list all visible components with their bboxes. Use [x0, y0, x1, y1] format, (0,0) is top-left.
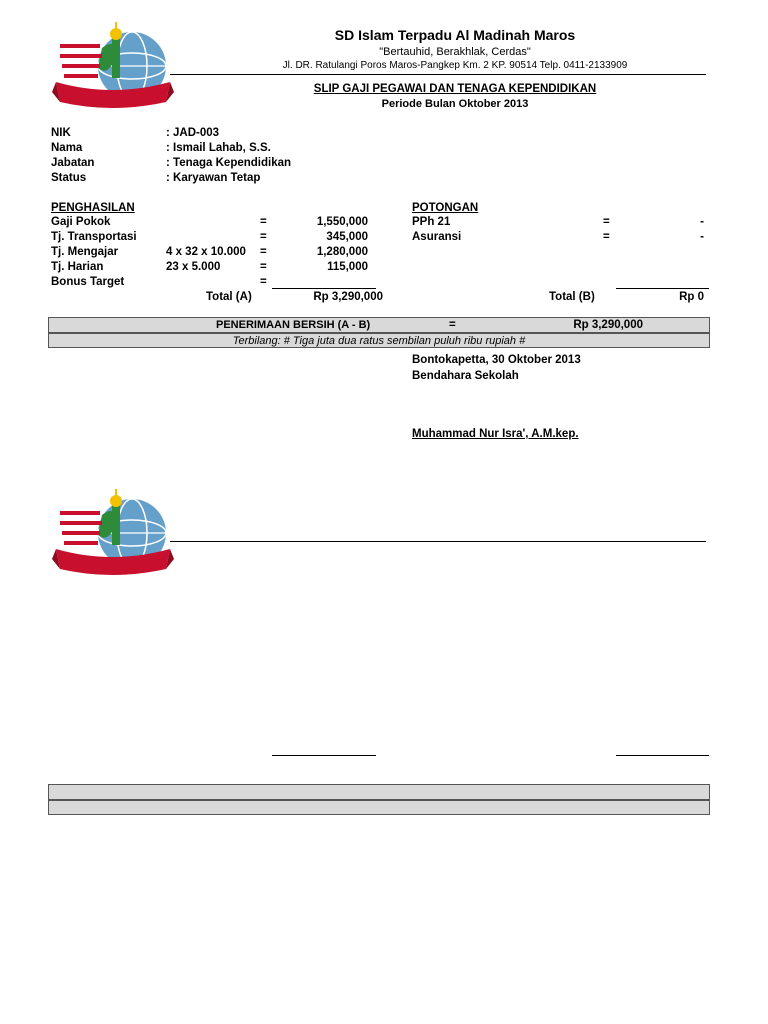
earning-label: Tj. Transportasi — [51, 231, 137, 243]
slip-title: SLIP GAJI PEGAWAI DAN TENAGA KEPENDIDIKAN — [313, 83, 597, 95]
employee-value: : Karyawan Tetap — [166, 172, 261, 184]
amount-in-words: Terbilang: # Tiga juta dua ratus sembilan puluh ribu rupiah # — [232, 335, 526, 347]
header-divider — [170, 541, 706, 542]
school-crest-logo — [52, 16, 174, 110]
signature-place-date: Bontokapetta, 30 Oktober 2013 — [412, 354, 581, 366]
net-pay-bar — [48, 317, 710, 333]
employee-value: : JAD-003 — [166, 127, 220, 139]
earnings-total-value: Rp 3,290,000 — [313, 291, 383, 303]
employee-label: Status — [51, 172, 87, 184]
earning-label: Tj. Mengajar — [51, 246, 119, 258]
earnings-heading: PENGHASILAN — [51, 202, 135, 214]
salary-slip-november — [0, 467, 768, 937]
deduction-equals: = — [603, 231, 610, 243]
deductions-total-value: Rp 0 — [679, 291, 704, 303]
earning-amount: 1,550,000 — [316, 216, 368, 228]
employee-label: Nama — [51, 142, 83, 154]
deduction-amount: - — [700, 231, 704, 243]
earnings-sum-rule — [272, 755, 376, 756]
earnings-sum-rule — [272, 288, 376, 289]
school-tagline: "Bertauhid, Berakhlak, Cerdas" — [379, 46, 531, 58]
earning-amount: 1,280,000 — [316, 246, 368, 258]
earning-label: Gaji Pokok — [51, 216, 111, 228]
school-name: SD Islam Terpadu Al Madinah Maros — [334, 27, 576, 43]
earning-amount: 115,000 — [327, 261, 368, 273]
school-crest-logo — [52, 483, 174, 577]
earning-label: Bonus Target — [51, 276, 125, 288]
signatory-name: Muhammad Nur Isra', A.M.kep. — [412, 428, 579, 440]
earning-equals: = — [260, 246, 267, 258]
earning-label: Tj. Harian — [51, 261, 104, 273]
deductions-sum-rule — [616, 288, 709, 289]
net-pay-equals: = — [449, 319, 456, 331]
deductions-total-label: Total (B) — [549, 291, 595, 303]
amount-in-words-bar — [48, 333, 710, 348]
earning-equals: = — [260, 216, 267, 228]
salary-slip-oktober — [0, 0, 768, 470]
employee-value: : Tenaga Kependidikan — [166, 157, 292, 169]
signature-role: Bendahara Sekolah — [412, 370, 519, 382]
deductions-sum-rule — [616, 755, 709, 756]
deduction-equals: = — [603, 216, 610, 228]
employee-value: : Ismail Lahab, S.S. — [166, 142, 271, 154]
school-address: Jl. DR. Ratulangi Poros Maros-Pangkep Km. 2 KP. 90514 Telp. 0411-2133909 — [282, 60, 628, 71]
earning-equals: = — [260, 276, 267, 288]
amount-in-words-bar — [48, 800, 710, 815]
deduction-label: Asuransi — [412, 231, 462, 243]
deduction-label: PPh 21 — [412, 216, 451, 228]
net-pay-bar — [48, 784, 710, 800]
earning-equals: = — [260, 231, 267, 243]
earning-calc: 23 x 5.000 — [166, 261, 221, 273]
earning-calc: 4 x 32 x 10.000 — [166, 246, 246, 258]
deduction-amount: - — [700, 216, 704, 228]
earnings-total-label: Total (A) — [206, 291, 252, 303]
net-pay-label: PENERIMAAN BERSIH (A - B) — [216, 319, 371, 331]
net-pay-amount: Rp 3,290,000 — [573, 319, 643, 331]
earning-equals: = — [260, 261, 267, 273]
employee-label: NIK — [51, 127, 71, 139]
earning-amount: 345,000 — [326, 231, 368, 243]
slip-period: Periode Bulan Oktober 2013 — [381, 98, 529, 110]
header-divider — [170, 74, 706, 75]
employee-label: Jabatan — [51, 157, 95, 169]
deductions-heading: POTONGAN — [412, 202, 479, 214]
